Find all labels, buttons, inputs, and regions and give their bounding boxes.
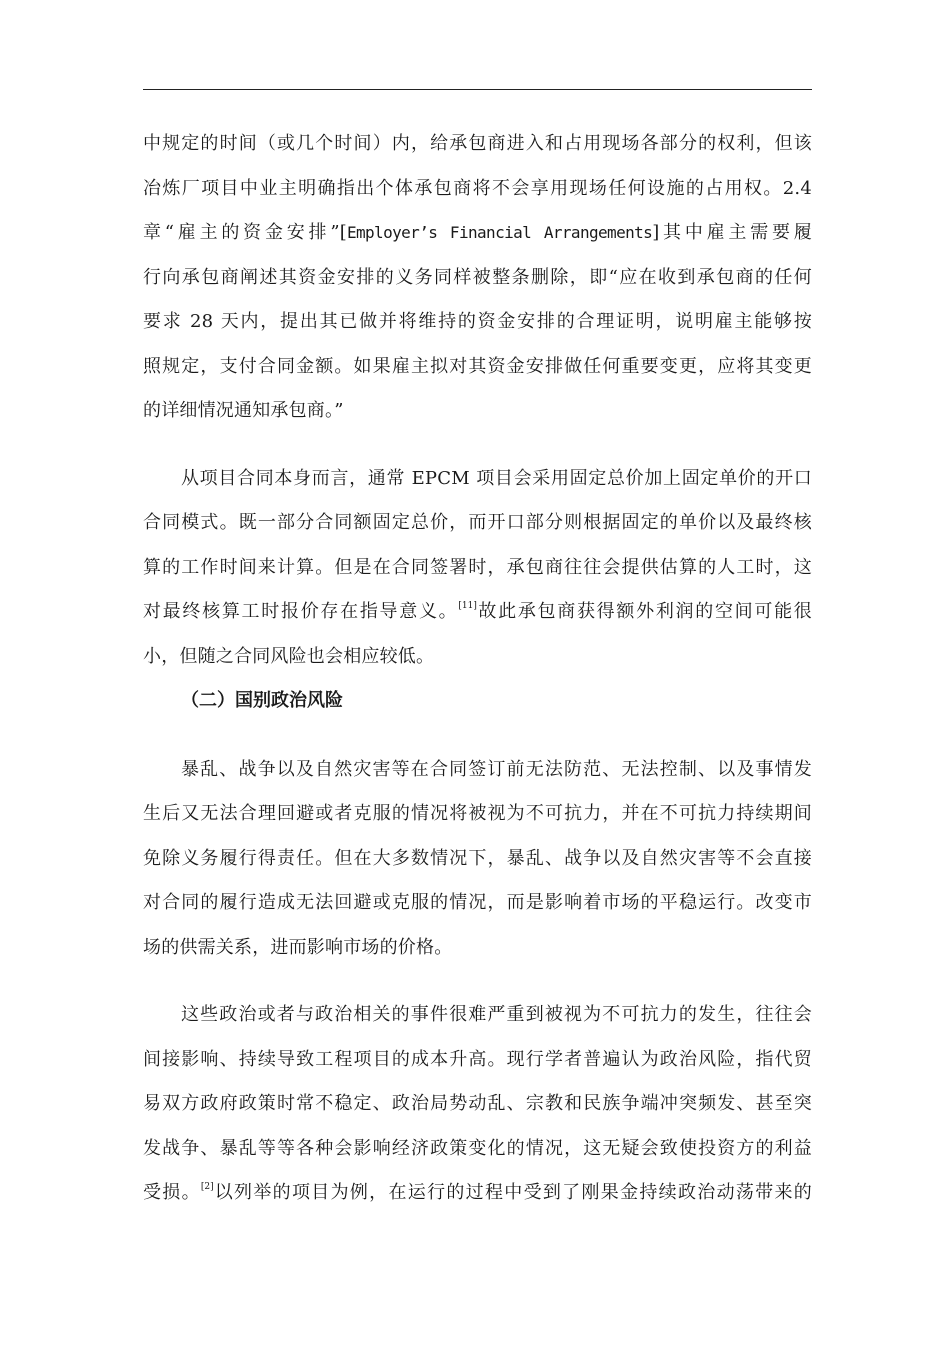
text-line: 间接影响、持续导致工程项目的成本升高。现行学者普遍认为政治风险，指代贸 — [143, 1048, 812, 1070]
text-line: 场的供需关系，进而影响市场的价格。 — [143, 936, 453, 958]
text-line — [143, 590, 812, 635]
paragraph-force-majeure — [143, 748, 812, 971]
text-line: 的详细情况通知承包商。” — [143, 400, 344, 421]
text-line: 从项目合同本身而言，通常 EPCM 项目会采用固定总价加上固定单价的开口 — [181, 467, 812, 489]
header-rule — [143, 89, 812, 90]
text-line: 照规定，支付合同金额。如果雇主拟对其资金安排做任何重要变更，应将其变更 — [143, 355, 812, 377]
paragraph-political-risk — [143, 993, 812, 1216]
text-line: 免除义务履行得责任。但在大多数情况下，暴乱、战争以及自然灾害等不会直接 — [143, 847, 812, 869]
text-line — [143, 211, 812, 256]
text-line: 中规定的时间（或几个时间）内，给承包商进入和占用现场各部分的权利，但该 — [143, 133, 812, 154]
text-line — [143, 1171, 812, 1216]
text-line: 算的工作时间来计算。但是在合同签署时，承包商往往会提供估算的人工时，这 — [143, 556, 812, 578]
text-line: 合同模式。既一部分合同额固定总价，而开口部分则根据固定的单价以及最终核 — [143, 512, 812, 533]
page-body — [143, 122, 812, 1216]
text-line: 这些政治或者与政治相关的事件很难严重到被视为不可抗力的发生，往往会 — [181, 1004, 812, 1025]
text-fragment: 受损。 — [143, 1182, 201, 1203]
text-line: 小，但随之合同风险也会相应较低。 — [143, 645, 435, 667]
text-fragment: ]其中雇主需要履 — [652, 222, 812, 243]
text-fragment: 故此承包商获得额外利润的空间可能很 — [476, 601, 812, 622]
text-line: 要求 28 天内，提出其已做并将维持的资金安排的合理证明，说明雇主能够按 — [143, 311, 812, 332]
text-fragment: 对最终核算工时报价存在指导意义。 — [143, 601, 459, 622]
citation-reference: [11] — [458, 601, 477, 611]
english-term: Employer’s Financial Arrangements — [346, 223, 653, 242]
text-line: 对合同的履行造成无法回避或克服的情况，而是影响着市场的平稳运行。改变市 — [143, 892, 812, 913]
section-heading: （二）国别政治风险 — [181, 690, 343, 711]
paragraph-epcm-contract-model — [143, 457, 812, 680]
text-line: 易双方政府政策时常不稳定、政治局势动乱、宗教和民族争端冲突频发、甚至突 — [143, 1093, 812, 1114]
citation-reference: [2] — [200, 1182, 214, 1192]
paragraph-continued-contract-clause — [143, 122, 812, 434]
text-fragment: 章“雇主的资金安排”[ — [143, 222, 347, 243]
text-line: 暴乱、战争以及自然灾害等在合同签订前无法防范、无法控制、以及事情发 — [181, 758, 812, 780]
text-fragment: 以列举的项目为例，在运行的过程中受到了刚果金持续政治动荡带来的 — [213, 1182, 812, 1203]
text-line: 发战争、暴乱等等各种会影响经济政策变化的情况，这无疑会致使投资方的利益 — [143, 1137, 812, 1159]
text-line: 冶炼厂项目中业主明确指出个体承包商将不会享用现场任何设施的占用权。2.4 — [143, 177, 812, 199]
text-line: 生后又无法合理回避或者克服的情况将被视为不可抗力，并在不可抗力持续期间 — [143, 803, 812, 824]
text-line: 行向承包商阐述其资金安排的义务同样被整条删除，即“应在收到承包商的任何 — [143, 266, 812, 288]
